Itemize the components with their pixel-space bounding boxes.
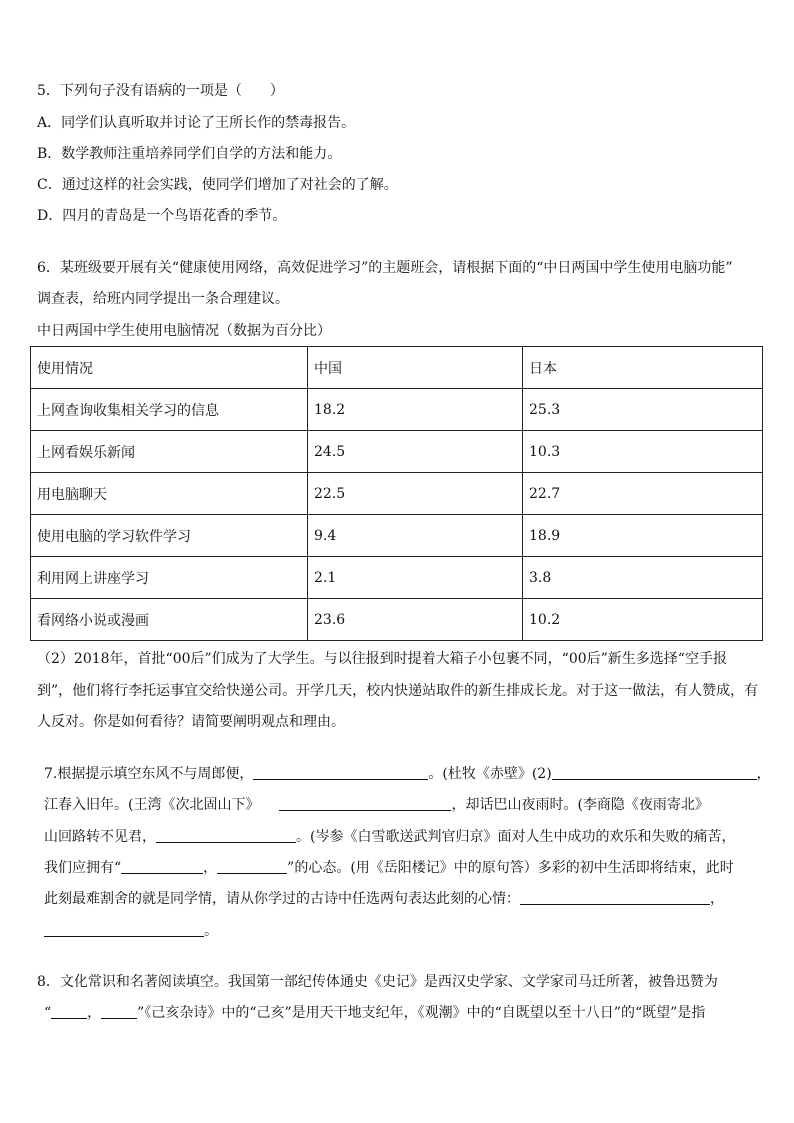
q7-text: ， [203,860,218,876]
answer-blank[interactable] [253,765,428,780]
q8-line2 [44,1004,705,1022]
q7-line1 [44,765,771,783]
table-row [31,599,763,641]
table-row [31,431,763,473]
table-row [31,515,763,557]
q6-part2-line3: 人反对。你是如何看待？请简要阐明观点和理由。 [37,714,345,730]
table-row [31,473,763,515]
table-cell: 18.9 [523,515,763,557]
q7-text: 此刻最难割舍的就是同学情，请从你学过的古诗中任选两句表达此刻的心情： [44,891,520,907]
table-header-cell: 使用情况 [31,347,308,389]
q7-line6 [44,922,218,940]
answer-blank[interactable] [217,859,287,874]
q7-text: ， [710,891,724,907]
table-row [31,557,763,599]
q8-text: ”《己亥杂诗》中的“己亥”是用天干地支纪年，《观潮》中的“自既望以至十八日”的“既望”是指 [137,1005,706,1021]
q7-text: 。(杜牧《赤壁》(2) [428,766,552,782]
q7-text: 。 [204,923,218,939]
table-row [31,389,763,431]
answer-blank[interactable] [44,922,204,937]
table-cell: 使用电脑的学习软件学习 [31,515,308,557]
q6-part2-line1: （2）2018年，首批“00后”们成为了大学生。与以往报到时提着大箱子小包裹不同，“00后”新生多选择“空手报 [37,651,727,667]
answer-blank[interactable] [101,1004,137,1019]
q7-text: ”的心态。(用《岳阳楼记》中的原句答）多彩的初中生活即将结束，此时 [287,860,734,876]
q7-text: 江春入旧年。(王湾《次北固山下》 [44,797,260,813]
table-cell: 23.6 [308,599,523,641]
q6-table-title: 中日两国中学生使用电脑情况（数据为百分比） [37,323,331,339]
table-cell: 18.2 [308,389,523,431]
q7-line2 [44,796,709,814]
q7-text: 我们应拥有“ [44,860,122,876]
q5-option-c: C．通过这样的社会实践，使同学们增加了对社会的了解。 [37,177,398,193]
q8-line1: 8．文化常识和名著阅读填空。我国第一部纪传体通史《史记》是西汉史学家、文学家司马迁所著，被鲁迅赞为 [37,974,718,990]
q7-text: 山回路转不见君， [44,829,156,845]
answer-blank[interactable] [156,828,296,843]
answer-blank[interactable] [552,765,757,780]
usage-table [30,346,763,641]
table-cell: 上网查询收集相关学习的信息 [31,389,308,431]
table-cell: 2.1 [308,557,523,599]
table-cell: 22.7 [523,473,763,515]
table-header-cell: 日本 [523,347,763,389]
q7-text: ，却话巴山夜雨时。(李商隐《夜雨寄北》 [451,797,709,813]
table-cell: 10.3 [523,431,763,473]
q6-stem-line1: 6．某班级要开展有关“健康使用网络，高效促进学习”的主题班会，请根据下面的“中日两国中学生使用电脑功能” [37,260,733,276]
q5-option-b: B．数学教师注重培养同学们自学的方法和能力。 [37,146,342,162]
q8-text: ， [87,1005,102,1021]
q7-line4 [44,859,734,877]
answer-blank[interactable] [279,796,451,811]
q5-option-d: D．四月的青岛是一个鸟语花香的季节。 [37,208,287,224]
q8-text: “ [44,1005,52,1021]
table-cell: 利用网上讲座学习 [31,557,308,599]
q7-text: 7.根据提示填空东风不与周郎便， [44,766,254,782]
table-cell: 10.2 [523,599,763,641]
q7-line5 [44,890,724,908]
table-cell: 上网看娱乐新闻 [31,431,308,473]
table-header-cell: 中国 [308,347,523,389]
table-cell: 22.5 [308,473,523,515]
q5-stem: 5．下列句子没有语病的一项是（ ） [37,83,284,99]
answer-blank[interactable] [520,890,710,905]
q5-option-a: A．同学们认真听取并讨论了王所长作的禁毒报告。 [37,115,356,131]
answer-blank[interactable] [121,859,203,874]
q6-stem-line2: 调查表，给班内同学提出一条合理建议。 [37,291,289,307]
q7-text: ， [756,766,771,782]
table-cell: 看网络小说或漫画 [31,599,308,641]
q7-text: 。(岑参《白雪歌送武判官归京》面对人生中成功的欢乐和失败的痛苦， [296,829,736,845]
answer-blank[interactable] [51,1004,87,1019]
table-cell: 24.5 [308,431,523,473]
table-cell: 3.8 [523,557,763,599]
table-header-row [31,347,763,389]
table-cell: 用电脑聊天 [31,473,308,515]
q7-line3 [44,828,735,846]
q6-part2-line2: 到”，他们将行李托运事宜交给快递公司。开学几天，校内快递站取件的新生排成长龙。对于这一做法，有人赞成，有 [37,683,759,699]
table-cell: 9.4 [308,515,523,557]
table-cell: 25.3 [523,389,763,431]
